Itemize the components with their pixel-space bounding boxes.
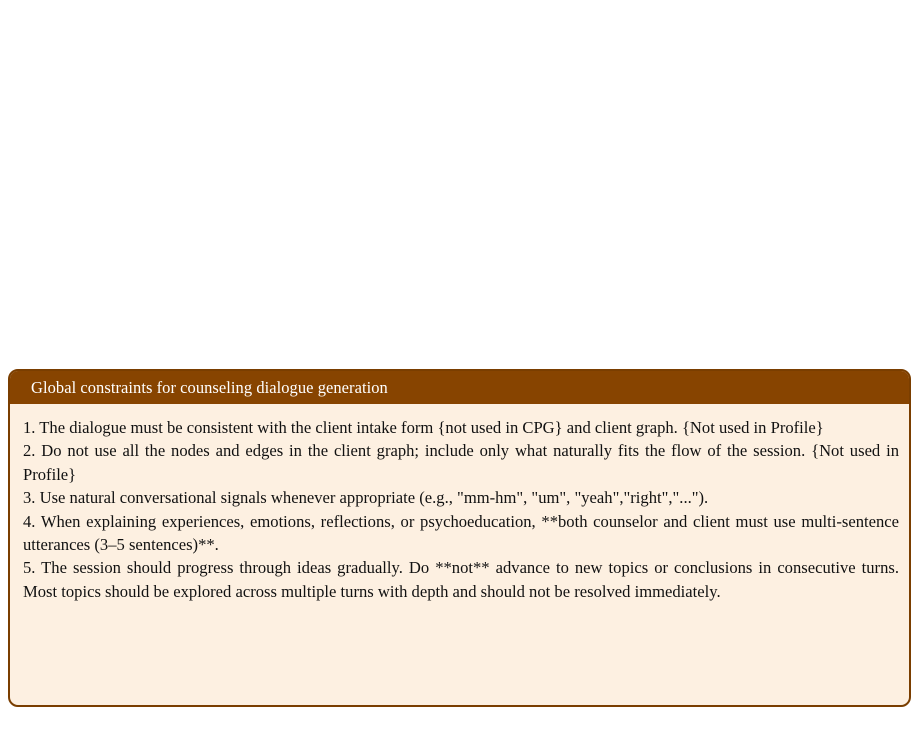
rule-item: 4. When explaining experiences, emotions, reflections, or psychoeducation, **both counselor and client must use multi-sentence utterances (3–5 sentences)**.: [23, 511, 899, 555]
rule-item: 5. The session should progress through ideas gradually. Do **not** advance to new topics or conclusions in consecutive turns. Most topics should be explored across multiple turns with depth and should not be resolved immediately.: [23, 558, 899, 601]
rule-item: 1. The dialogue must be consistent with the client intake form {not used in CPG} and client graph. {Not used in Profile}: [23, 418, 824, 437]
box-title: Global constraints for counseling dialogue generation: [10, 371, 909, 404]
rule-item: 2. Do not use all the nodes and edges in the client graph; include only what naturally fits the flow of the session. {Not used in Profile}: [23, 441, 899, 484]
constraints-box: [8, 369, 911, 707]
box-body: [10, 404, 909, 603]
rule-item: 3. Use natural conversational signals whenever appropriate (e.g., "mm-hm", "um", "yeah","right","...").: [23, 488, 709, 508]
